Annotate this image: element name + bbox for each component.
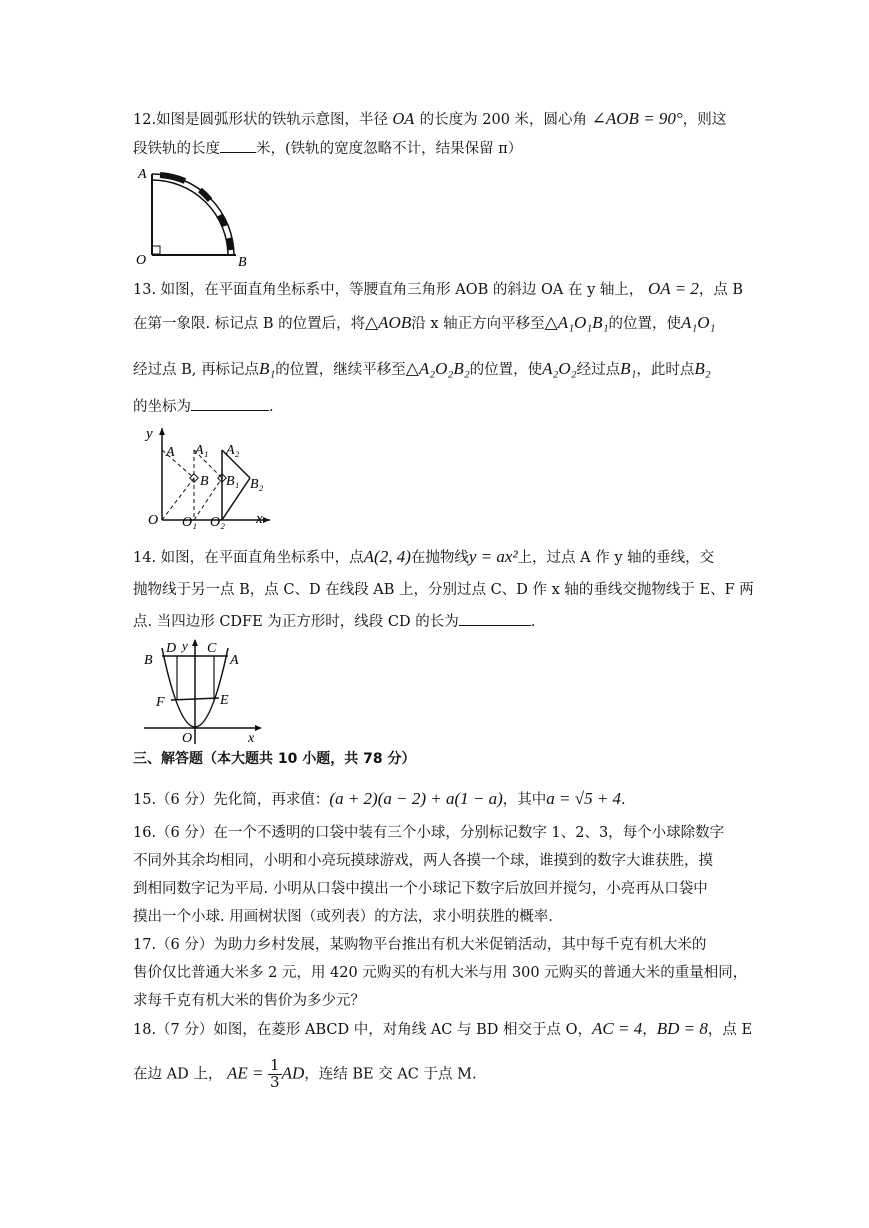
q14-text-f: . bbox=[530, 614, 536, 630]
q16-line-2: 不同外其余均相同，小明和小亮玩摸球游戏，两人各摸一个球，谁摸到的数字大谁获胜，摸 bbox=[133, 853, 713, 869]
q14-text-d: 抛物线于另一点 B，点 C、D 在线段 AB 上，分别过点 C、D 作 x 轴的垂线交抛物线于 E、F 两 bbox=[133, 582, 754, 598]
q12-label-o: O bbox=[136, 253, 147, 268]
q15-text: 15.（6 分）先化简，再求值： bbox=[133, 792, 330, 808]
q15-expression: (a + 2)(a − 2) + a(1 − a) bbox=[329, 789, 503, 808]
q18-line-1 bbox=[133, 1020, 752, 1038]
q12-oa: OA bbox=[392, 112, 416, 128]
q12-label-b: B bbox=[238, 255, 247, 270]
q12-text-c: ，则这 bbox=[682, 112, 727, 128]
q14-text-e: 点. 当四边形 CDFE 为正方形时，线段 CD 的长为 bbox=[133, 614, 459, 630]
q13-label-o: O bbox=[148, 513, 159, 528]
q12-answer-blank[interactable] bbox=[220, 140, 256, 153]
q13-oa-eq: OA = 2 bbox=[648, 279, 699, 298]
q13-text-h: 的位置，使 bbox=[469, 362, 543, 378]
q14-answer-blank[interactable] bbox=[459, 613, 531, 626]
q12-line-1 bbox=[133, 110, 726, 128]
q13-answer-blank[interactable] bbox=[191, 398, 269, 411]
q13-triangle-a1o1b1: △A₁O₁B₁ bbox=[544, 313, 609, 332]
q18-text-b: ，点 E bbox=[707, 1022, 753, 1038]
q17-line-2: 售价仅比普通大米多 2 元，用 420 元购买的有机大米与用 300 元购买的普通大米的重量相同， bbox=[133, 965, 748, 981]
q14-text-c: 上，过点 A 作 y 轴的垂线，交 bbox=[517, 550, 715, 566]
q13-b2: B₂ bbox=[694, 359, 711, 378]
q13-text: 13. 如图，在平面直角坐标系中，等腰直角三角形 AOB 的斜边 OA 在 y 轴上， bbox=[133, 282, 644, 298]
q13-label-o2: O₂ bbox=[210, 515, 225, 530]
q13-text-l: . bbox=[269, 399, 274, 415]
q13-text-f: 经过点 B, 再标记点 bbox=[133, 362, 259, 378]
q13-text-b: ，点 B bbox=[698, 282, 744, 298]
q14-text-b: 在抛物线 bbox=[410, 550, 469, 566]
q14-label-x: x bbox=[248, 731, 255, 746]
q12-number: 12. bbox=[133, 112, 157, 128]
q18-text-c: 在边 AD 上， bbox=[133, 1066, 223, 1083]
q15-text-c: . bbox=[621, 792, 626, 808]
q13-label-o1: O₁ bbox=[182, 515, 197, 530]
q13-a1o1: A₁O₁ bbox=[680, 313, 716, 332]
q13-line-1 bbox=[133, 280, 743, 298]
q12-angle: ∠AOB = 90° bbox=[591, 109, 683, 128]
q13-triangle-aob: △AOB bbox=[365, 313, 412, 332]
q13-label-b: B bbox=[200, 474, 209, 489]
q15-value: a = √5 + 4 bbox=[546, 789, 622, 808]
q18-ad: AD bbox=[281, 1063, 305, 1083]
q14-line-3 bbox=[133, 613, 535, 630]
q16-line-1: 16.（6 分）在一个不透明的口袋中装有三个小球，分别标记数字 1、2、3，每个小球除数字 bbox=[133, 825, 725, 841]
q14-parabola-eq: y = ax² bbox=[468, 547, 518, 566]
q12-line-2 bbox=[133, 140, 522, 157]
q13-text-d: 沿 x 轴正方向平移至 bbox=[411, 316, 545, 332]
q12-text-d: 段铁轨的长度 bbox=[133, 141, 220, 157]
q13-label-a: A bbox=[166, 445, 175, 460]
q13-text-i: 经过点 bbox=[576, 362, 621, 378]
q13-text-e: 的位置，使 bbox=[608, 316, 681, 332]
q18-text: 18.（7 分）如图，在菱形 ABCD 中，对角线 AC 与 BD 相交于点 O， bbox=[133, 1022, 593, 1038]
q13-label-b1: B₁ bbox=[226, 474, 240, 489]
q18-fraction-num: 1 bbox=[270, 1056, 280, 1074]
q13-line-3 bbox=[133, 360, 711, 378]
q15-text-b: ，其中 bbox=[502, 792, 547, 808]
q13-label-a1: A₁ bbox=[195, 443, 209, 458]
q14-label-c: C bbox=[207, 641, 217, 656]
q13-label-b2: B₂ bbox=[250, 477, 264, 492]
q13-text-k: 的坐标为 bbox=[133, 399, 191, 415]
q18-fraction-den: 3 bbox=[270, 1072, 280, 1091]
q14-text: 14. 如图，在平面直角坐标系中，点 bbox=[133, 550, 364, 566]
q13-label-x: x bbox=[256, 511, 263, 527]
q14-label-o: O bbox=[182, 731, 193, 746]
q18-ac: AC = 4 bbox=[592, 1019, 643, 1038]
q12-text-b: 的长度为 200 米，圆心角 bbox=[419, 112, 588, 128]
q16-line-3: 到相同数字记为平局. 小明从口袋中摸出一个小球记下数字后放回并搅匀，小亮再从口袋中 bbox=[133, 881, 708, 897]
q18-fraction bbox=[268, 1058, 282, 1091]
q14-figure bbox=[140, 636, 270, 746]
q13-label-y: y bbox=[146, 426, 153, 442]
q15-line bbox=[133, 790, 626, 808]
q17-line-1: 17.（6 分）为助力乡村发展，某购物平台推出有机大米促销活动，其中每千克有机大米的 bbox=[133, 937, 707, 953]
section-heading: 三、解答题（本大题共 10 小题，共 78 分） bbox=[133, 751, 416, 767]
q16-line-4: 摸出一个小球. 用画树状图（或列表）的方法，求小明获胜的概率. bbox=[133, 909, 553, 925]
q18-ae: AE = bbox=[226, 1063, 264, 1083]
q12-text: 如图是圆弧形状的铁轨示意图，半径 bbox=[156, 112, 389, 128]
q13-line-4 bbox=[133, 398, 274, 415]
q13-text-c: 在第一象限. 标记点 B 的位置后，将 bbox=[133, 316, 366, 332]
q14-label-b: B bbox=[144, 653, 153, 668]
q13-line-2 bbox=[133, 314, 715, 332]
q14-label-y: y bbox=[182, 638, 188, 653]
q18-line-2 bbox=[133, 1058, 477, 1091]
q17-line-3: 求每千克有机大米的售价为多少元？ bbox=[133, 993, 365, 1009]
q14-label-f: F bbox=[156, 695, 165, 710]
q14-label-a: A bbox=[230, 653, 239, 668]
q18-sep: ， bbox=[642, 1022, 657, 1038]
q13-text-j: ，此时点 bbox=[636, 362, 695, 378]
q13-a2o2: A₂O₂ bbox=[542, 359, 577, 378]
q13-figure bbox=[142, 420, 282, 530]
q12-text-e: 米，(铁轨的宽度忽略不计，结果保留 π） bbox=[256, 141, 523, 157]
q13-b1-second: B₁ bbox=[620, 359, 637, 378]
q13-triangle-a2o2b2: △A₂O₂B₂ bbox=[405, 359, 470, 378]
q14-line-2 bbox=[133, 583, 754, 598]
q13-text-g: 的位置，继续平移至 bbox=[275, 362, 406, 378]
q18-bd: BD = 8 bbox=[656, 1019, 708, 1038]
q18-text-d: ，连结 BE 交 AC 于点 M. bbox=[304, 1066, 477, 1083]
q13-b1: B₁ bbox=[258, 359, 276, 378]
q12-label-a: A bbox=[138, 167, 147, 182]
q14-line-1 bbox=[133, 548, 714, 566]
q14-point-a: A(2, 4) bbox=[363, 547, 411, 566]
q14-label-d: D bbox=[166, 641, 177, 656]
q14-label-e: E bbox=[220, 693, 229, 708]
q13-label-a2: A₂ bbox=[226, 443, 240, 458]
q12-figure bbox=[130, 160, 260, 270]
